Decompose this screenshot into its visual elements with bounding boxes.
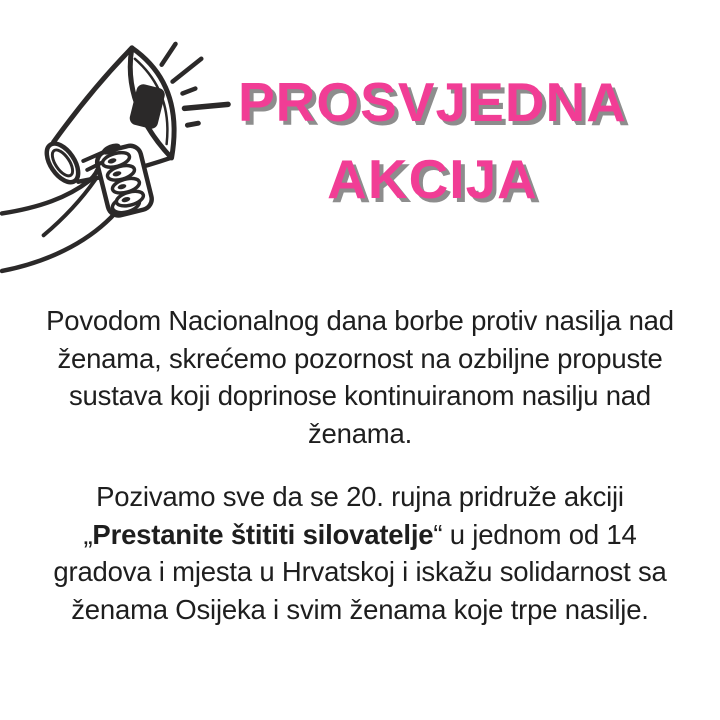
title-line-1: PROSVJEDNA: [238, 71, 627, 133]
text-segment: ženama Osijeka i svim ženama koje trpe nasilje.: [71, 593, 649, 625]
wrist-line: [44, 180, 96, 236]
text-segment: “ u jednom od 14: [433, 518, 637, 550]
text-segment: sustava koji doprinose kontinuiranom nasilju nad: [69, 380, 651, 411]
cone-top-edge: [54, 48, 132, 142]
text-line: [20, 516, 700, 554]
paragraph: [20, 478, 700, 628]
text-line: [20, 553, 700, 591]
text-line: [20, 478, 700, 516]
text-line: [20, 377, 700, 415]
title-line-2: AKCIJA: [327, 148, 538, 210]
body-text: [20, 302, 700, 628]
text-line: [20, 415, 700, 453]
paragraph: [20, 302, 700, 452]
text-line: [20, 591, 700, 629]
text-segment: ženama, skrećemo pozornost na ozbiljne propuste: [57, 342, 663, 374]
text-line: [20, 340, 700, 378]
text-segment: gradova i mjesta u Hrvatskoj i iskažu solidarnost sa: [53, 556, 667, 587]
text-segment: Pozivamo sve da se 20. rujna pridruže akciji: [96, 481, 624, 512]
bold-text-segment: Prestanite štititi silovatelje: [92, 518, 434, 550]
text-line: [20, 302, 700, 340]
sound-dash-1: [162, 44, 176, 65]
text-segment: Povodom Nacionalnog dana borbe protiv nasilja nad: [46, 305, 674, 336]
poster-title: [164, 64, 701, 218]
mouth-end-outer: [40, 138, 84, 187]
text-segment: ženama.: [307, 417, 413, 449]
text-segment: „: [83, 518, 93, 550]
